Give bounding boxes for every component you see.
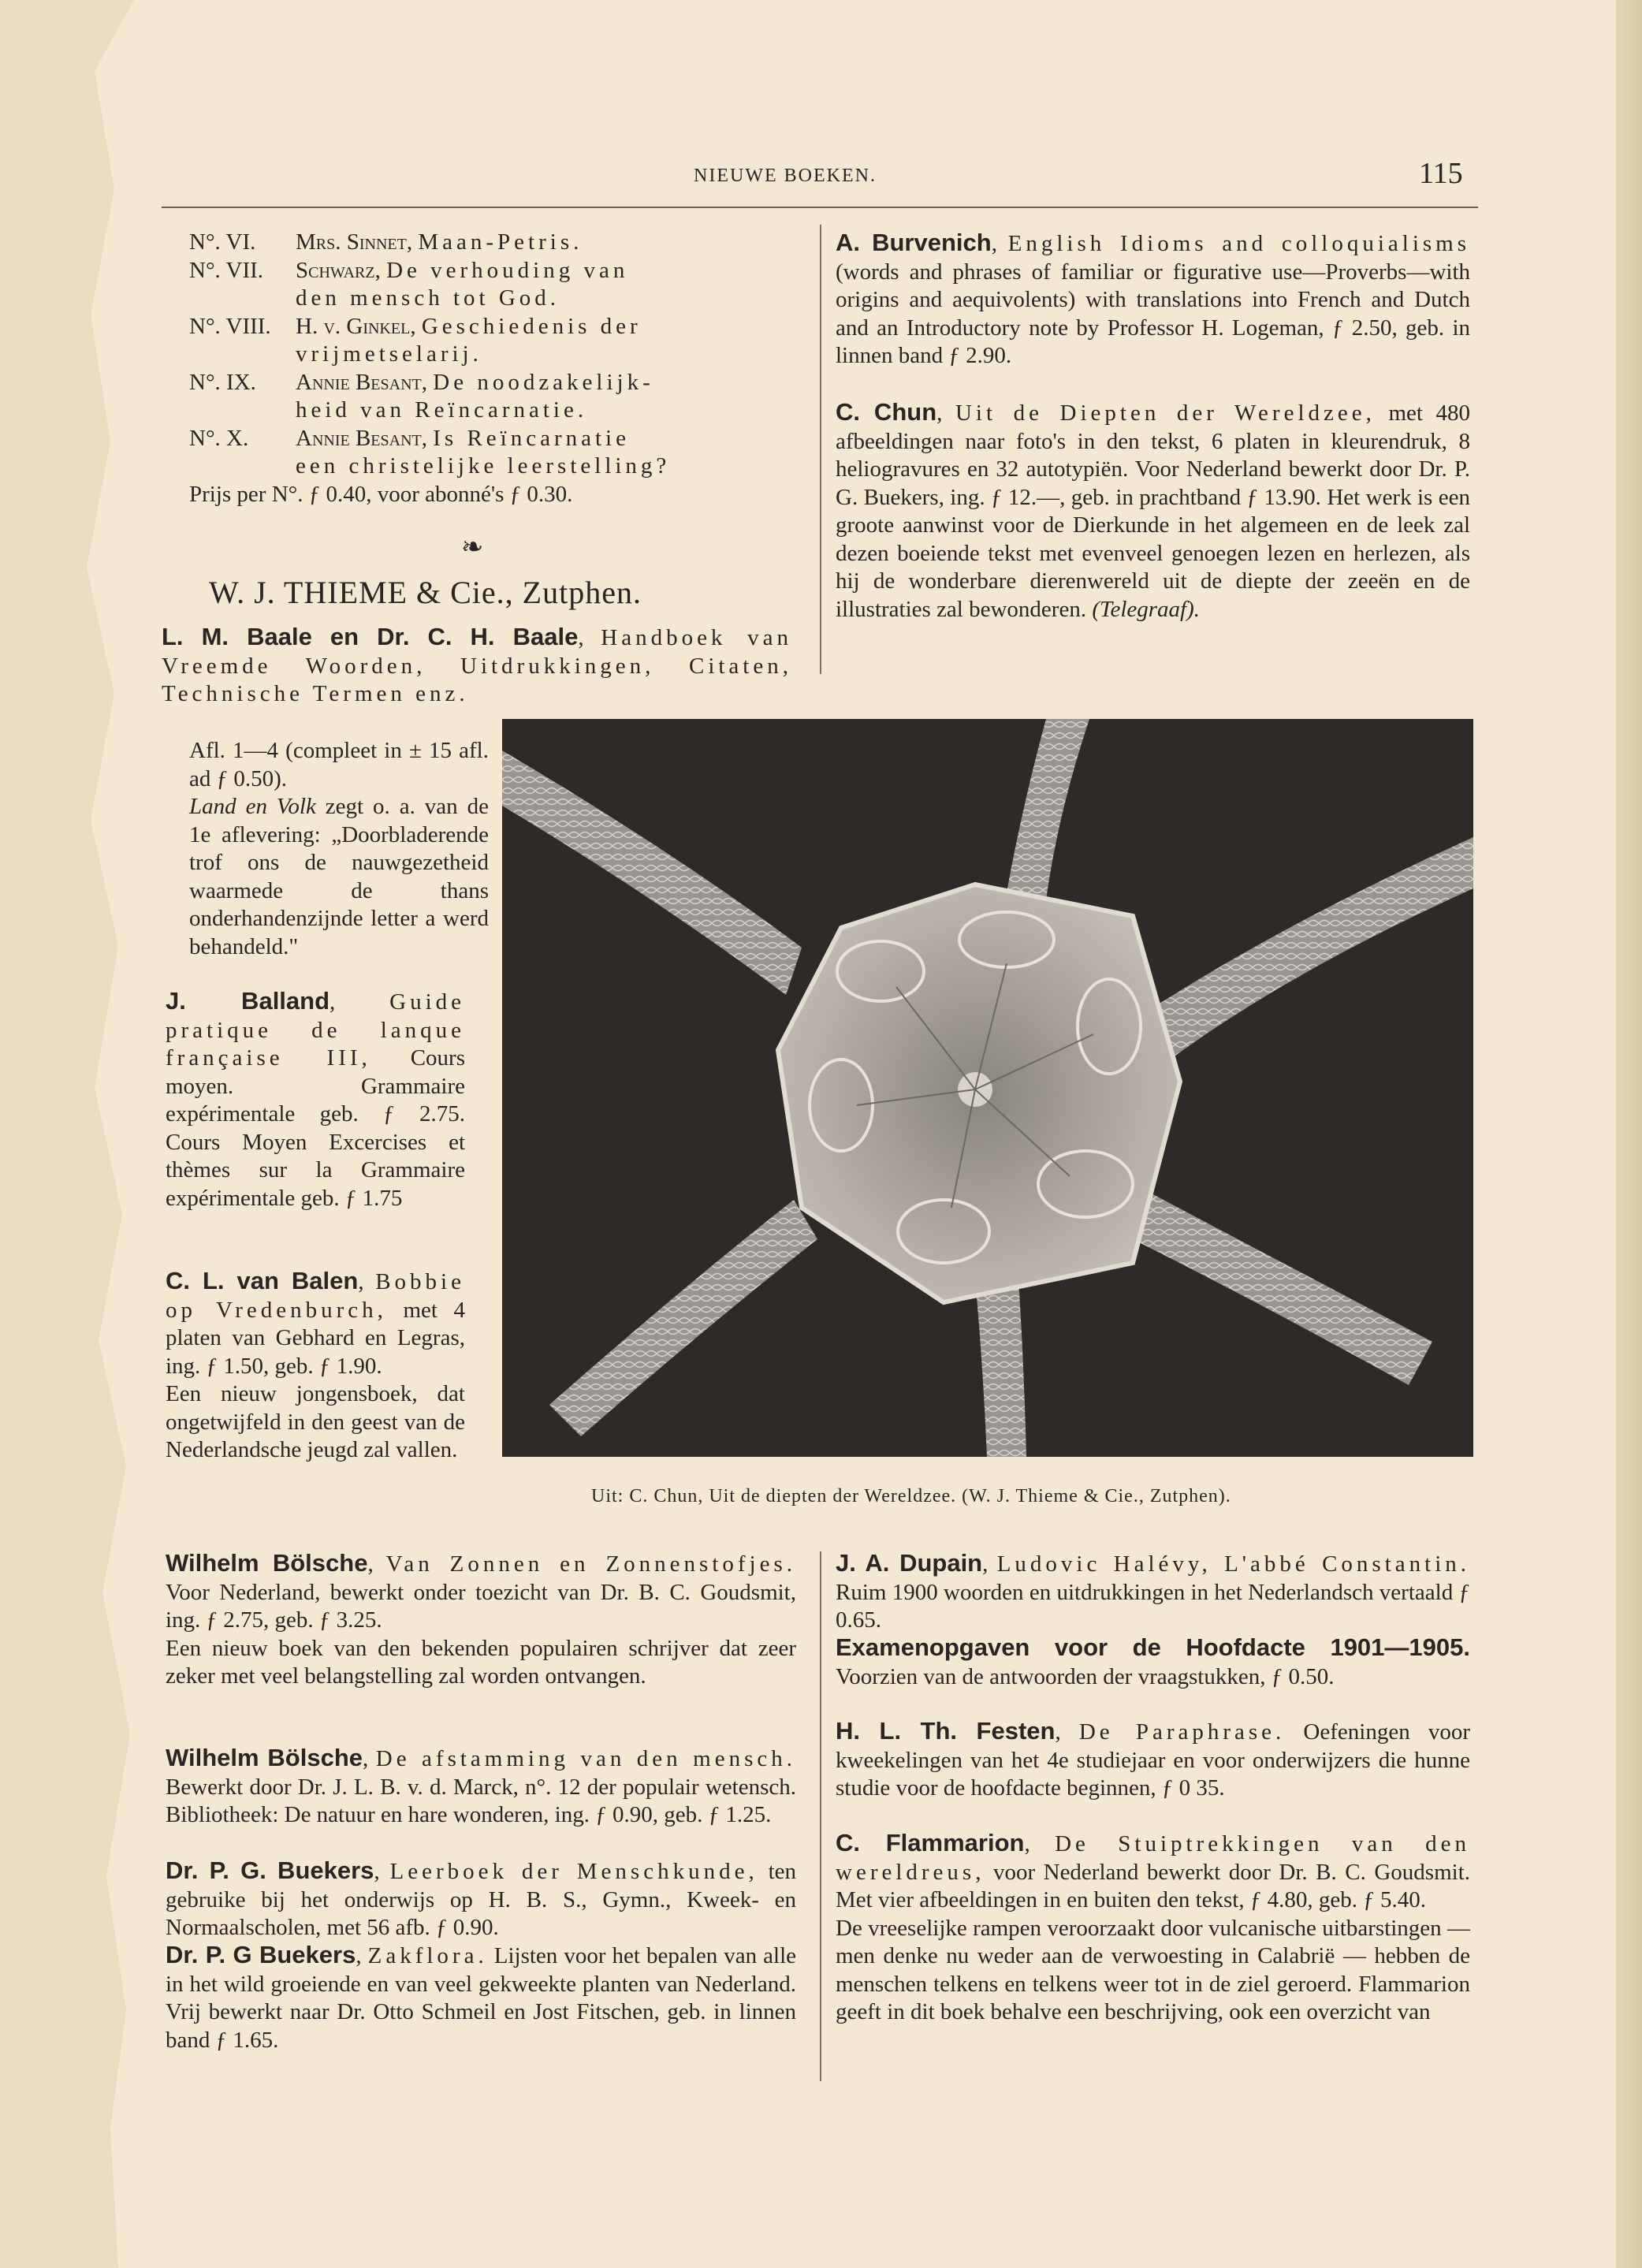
- entry-details: Ruim 1900 woorden en uitdrukkingen in het Nederlandsch vertaald ƒ 0.65.: [836, 1579, 1470, 1633]
- series-list: [189, 229, 796, 508]
- series-title: Is Reïncarnatie: [433, 425, 630, 451]
- series-item: N°. VIII. H. v. Ginkel, Geschiedenis der vrijmetselarij.: [189, 313, 796, 369]
- series-item: N°. VI. Mrs. Sinnet, Maan-Petris.: [189, 229, 796, 257]
- figure-caption: Uit: C. Chun, Uit de diepten der Wereldzee. (W. J. Thieme & Cie., Zutphen).: [591, 1486, 1231, 1506]
- quote-source: Land en Volk: [189, 794, 316, 819]
- series-title: De verhouding van: [386, 257, 629, 283]
- entry-buekers-1: Dr. P. G. Buekers, Leerboek der Menschkunde, ten gebruike bij het onderwijs op H. B. S., Gymn., Kweek- en Normaalscholen, met 56 afb. ƒ 0.90.: [166, 1856, 797, 1940]
- entry-author: A. Burvenich: [836, 229, 992, 256]
- series-title: Maan-Petris.: [418, 229, 583, 255]
- entry-title: Leerboek der Menschkunde,: [389, 1859, 758, 1884]
- series-author: H. v. Ginkel: [296, 313, 411, 339]
- series-title-cont: heid van Reïncarnatie.: [296, 397, 588, 423]
- series-title-cont: een christelijke leerstelling?: [296, 453, 671, 479]
- entry-details: Bewerkt door Dr. J. L. B. v. d. Marck, n°. 12 der populair wetensch. Bibliotheek: De natuur en hare wonderen, ing. ƒ 0.90, geb. ƒ 1.25.: [166, 1774, 796, 1827]
- entry-author: Dr. P. G. Buekers: [166, 1856, 374, 1884]
- entry-details: voor Nederland bewerkt door Dr. B. C. Goudsmit. Met vier afbeeldingen in en buiten den tekst, ƒ 4.80, geb. ƒ 5.40.: [836, 1859, 1470, 1912]
- entry-title: De Stuiptrekkingen van den wereldreus,: [836, 1831, 1470, 1885]
- series-title: Geschiedenis der: [421, 313, 642, 339]
- series-author: Mrs. Sinnet: [296, 229, 407, 255]
- header-rule: [162, 207, 1478, 208]
- entry-author: H. L. Th. Festen: [836, 1717, 1056, 1745]
- quote-text: zegt o. a. van de 1e aflevering: „Doorbladerende trof ons de nauwgezetheid waarmede de thans onderhandenzijnde letter a werd behandeld.": [189, 794, 489, 959]
- series-number: N°. VI.: [189, 229, 256, 255]
- entry-details: ten gebruike bij het onderwijs op H. B. S., Gymn., Kweek- en Normaalscholen, met 56 afb. ƒ 0.90.: [166, 1859, 797, 1940]
- entry-author: Wilhelm Bölsche: [166, 1744, 363, 1771]
- review-source: (Telegraaf).: [1092, 596, 1201, 622]
- entry-title: Zakflora.: [367, 1943, 488, 1968]
- series-author: Schwarz: [296, 257, 375, 283]
- entry-title: English Idioms and colloquialisms: [1007, 231, 1471, 256]
- price-line: Prijs per N°. ƒ 0.40, voor abonné's ƒ 0.30.: [189, 481, 573, 507]
- entry-description: De vreeselijke rampen veroorzaakt door vulcanische uitbarstingen — men denke nu weder aan de verwoesting in Calabrië — hebben de menschen telkens en telkens weer tot in de ziel geroerd. Flammarion geeft in dit boek behalve een beschrijving, ook een overzicht van: [836, 1915, 1470, 2024]
- series-title-cont: vrijmetselarij.: [296, 341, 482, 367]
- entry-author: J. A. Dupain: [836, 1549, 983, 1577]
- entry-details: Voor Nederland, bewerkt onder toezicht van Dr. B. C. Goudsmit, ing. ƒ 2.75, geb. ƒ 3.25.: [166, 1579, 796, 1633]
- entry-balland: J. Balland, Guide pratique de lanque française III, Cours moyen. Grammaire expérimentale geb. ƒ 2.75. Cours Moyen Excercises et thèmes sur la Grammaire expérimentale geb. ƒ 1.75: [166, 987, 465, 1211]
- entry-baale-details: [166, 737, 489, 961]
- entry-details: met 4 platen van Gebhard en Legras, ing. ƒ 1.50, geb. ƒ 1.90.: [166, 1297, 465, 1379]
- entry-details: Oefeningen voor kweekelingen van het 4e studiejaar en voor onderwijzers die hunne studie voor de hoofdacte beginnen, ƒ 0 35.: [836, 1719, 1470, 1801]
- series-item: N°. IX. Annie Besant, De noodzakelijk- heid van Reïncarnatie.: [189, 369, 796, 425]
- entry-description: Een nieuw jongensboek, dat ongetwijfeld in den geest van de Nederlandsche jeugd zal vallen.: [166, 1381, 465, 1462]
- entry-title: De afstamming van den mensch.: [375, 1746, 796, 1771]
- entry-dupain: J. A. Dupain, Ludovic Halévy, L'abbé Constantin. Ruim 1900 woorden en uitdrukkingen in het Nederlandsch vertaald ƒ 0.65.: [836, 1549, 1471, 1633]
- entry-title: Ludovic Halévy, L'abbé Constantin.: [996, 1551, 1471, 1577]
- entry-author: C. Flammarion: [836, 1829, 1025, 1856]
- brittle-star-illustration: [502, 719, 1473, 1457]
- entry-description: Een nieuw boek van den bekenden populairen schrijver dat zeer zeker met veel belangstelling zal worden ontvangen.: [166, 1635, 796, 1689]
- entry-title: Uit de Diepten der Wereldzee,: [955, 400, 1376, 426]
- series-number: N°. X.: [189, 425, 249, 451]
- brittle-star-image: [502, 719, 1473, 1457]
- entry-bolsche-1: Wilhelm Bölsche, Van Zonnen en Zonnenstofjes. Voor Nederland, bewerkt onder toezicht van Dr. B. C. Goudsmit, ing. ƒ 2.75, geb. ƒ 3.25. Een nieuw boek van den bekenden populairen schrijver dat zeer zeker met veel belangstelling zal worden ontvangen.: [166, 1549, 796, 1691]
- series-title: De noodzakelijk-: [433, 369, 654, 395]
- series-author: Annie Besant: [296, 425, 422, 451]
- entry-author: L. M. Baale en Dr. C. H. Baale: [162, 623, 579, 650]
- entry-balen: C. L. van Balen, Bobbie op Vredenburch, met 4 platen van Gebhard en Legras, ing. ƒ 1.50, geb. ƒ 1.90. Een nieuw jongensboek, dat ongetwijfeld in den geest van de Nederlandsche jeugd zal vallen.: [166, 1267, 465, 1465]
- series-number: N°. VIII.: [189, 313, 271, 339]
- entry-author: C. Chun: [836, 398, 937, 426]
- entry-author: J. Balland: [166, 987, 330, 1015]
- entry-burvenich: A. Burvenich, English Idioms and colloquialisms (words and phrases of familiar or figurative use—Proverbs—with origins and aequivolents) with translations into French and Dutch and an Introductory note by Professor H. Logeman, ƒ 2.50, geb. in linnen band ƒ 2.90.: [836, 229, 1471, 368]
- entry-details: Cours moyen. Grammaire expérimentale geb. ƒ 2.75. Cours Moyen Excercises et thèmes sur la Grammaire expérimentale geb. ƒ 1.75: [166, 1045, 465, 1211]
- entry-author: Wilhelm Bölsche: [166, 1549, 368, 1577]
- entry-details: (words and phrases of familiar or figurative use—Proverbs—with origins and aequivolents) with translations into French and Dutch and an Introductory note by Professor H. Logeman, ƒ 2.50, geb. in linnen band ƒ 2.90.: [836, 259, 1470, 368]
- entry-title: Guide pratique de lanque française III,: [166, 989, 465, 1071]
- entry-flammarion: C. Flammarion, De Stuiptrekkingen van den wereldreus, voor Nederland bewerkt door Dr. B. C. Goudsmit. Met vier afbeeldingen in en buiten den tekst, ƒ 4.80, geb. ƒ 5.40. De vreeselijke rampen veroorzaakt door vulcanische uitbarstingen — men denke nu weder aan de verwoesting in Calabrië — hebben de menschen telkens en telkens weer tot in de ziel geroerd. Flammarion geeft in dit boek behalve een beschrijving, ook een overzicht van: [836, 1829, 1470, 2027]
- column-divider-bottom: [820, 1551, 821, 2081]
- entry-author: Dr. P. G Buekers: [166, 1941, 356, 1968]
- entry-title: Bobbie op Vredenburch,: [166, 1269, 465, 1323]
- entry-review: Het werk is een groote aanwinst voor de Dierkunde in het algemeen en de leek zal dezen boeiende tekst met evenveel genoegen lezen en herlezen, als hij de wonderbare dierenwereld uit de diepte der zeeën en de illustraties zal bewonderen.: [836, 484, 1470, 622]
- entry-bolsche-2: Wilhelm Bölsche, De afstamming van den mensch. Bewerkt door Dr. J. L. B. v. d. Marck, n°. 12 der populair wetensch. Bibliotheek: De natuur en hare wonderen, ing. ƒ 0.90, geb. ƒ 1.25.: [166, 1744, 796, 1827]
- entry-details: met 480 afbeeldingen naar foto's in den tekst, 6 platen in kleurendruk, 8 heliogravures en 32 autotypiën. Voor Nederland bewerkt door Dr. P. G. Buekers, ing. ƒ 12.—, geb. in prachtband ƒ 13.90.: [836, 400, 1471, 510]
- entry-author: Examenopgaven voor de Hoofdacte 1901—1905.: [836, 1633, 1470, 1661]
- column-divider-top: [820, 225, 821, 674]
- page-fold-shadow: [1616, 0, 1642, 2268]
- series-number: N°. IX.: [189, 369, 256, 395]
- ornament-icon: ❧: [461, 533, 484, 562]
- series-title-cont: den mensch tot God.: [296, 285, 560, 311]
- entry-title: Van Zonnen en Zonnenstofjes.: [385, 1551, 796, 1577]
- series-author: Annie Besant: [296, 369, 422, 395]
- entry-details: Voorzien van de antwoorden der vraagstukken, ƒ 0.50.: [836, 1663, 1335, 1689]
- running-header: NIEUWE BOEKEN.: [694, 166, 877, 186]
- entry-examen: [836, 1633, 1470, 1691]
- series-item: N°. X. Annie Besant, Is Reïncarnatie een christelijke leerstelling?: [189, 425, 796, 481]
- entry-details: Lijsten voor het bepalen van alle in het wild groeiende en van veel gekweekte planten van Nederland. Vrij bewerkt naar Dr. Otto Schmeil en Jost Fitschen, geb. in linnen band ƒ 1.65.: [166, 1943, 797, 2053]
- publisher-heading: W. J. THIEME & Cie., Zutphen.: [209, 575, 642, 610]
- entry-details: Afl. 1—4 (compleet in ± 15 afl. ad ƒ 0.50).: [189, 738, 489, 791]
- entry-festen: H. L. Th. Festen, De Paraphrase. Oefeningen voor kweekelingen van het 4e studiejaar en voor onderwijzers die hunne studie voor de hoofdacte beginnen, ƒ 0 35.: [836, 1717, 1470, 1801]
- entry-chun: C. Chun, Uit de Diepten der Wereldzee, met 480 afbeeldingen naar foto's in den tekst, 6 platen in kleurendruk, 8 heliogravures en 32 autotypiën. Voor Nederland bewerkt door Dr. P. G. Buekers, ing. ƒ 12.—, geb. in prachtband ƒ 13.90. Het werk is een groote aanwinst voor de Dierkunde in het algemeen en de leek zal dezen boeiende tekst met evenveel genoegen lezen en herlezen, als hij de wonderbare dierenwereld uit de diepte der zeeën en de illustraties zal bewonderen. (Telegraaf).: [836, 398, 1471, 622]
- page-number: 115: [1419, 157, 1463, 190]
- series-item: N°. VII. Schwarz, De verhouding van den mensch tot God.: [189, 257, 796, 313]
- entry-buekers-2: Dr. P. G Buekers, Zakflora. Lijsten voor het bepalen van alle in het wild groeiende en van veel gekweekte planten van Nederland. Vrij bewerkt naar Dr. Otto Schmeil en Jost Fitschen, geb. in linnen band ƒ 1.65.: [166, 1941, 797, 2053]
- entry-baale: L. M. Baale en Dr. C. H. Baale, Handboek van Vreemde Woorden, Uitdrukkingen, Citaten, Technische Termen enz.: [162, 623, 792, 706]
- entry-title: Handboek van Vreemde Woorden, Uitdrukkingen, Citaten, Technische Termen enz.: [162, 625, 792, 706]
- entry-author: C. L. van Balen: [166, 1267, 359, 1294]
- series-number: N°. VII.: [189, 257, 264, 283]
- entry-title: De Paraphrase.: [1078, 1719, 1286, 1745]
